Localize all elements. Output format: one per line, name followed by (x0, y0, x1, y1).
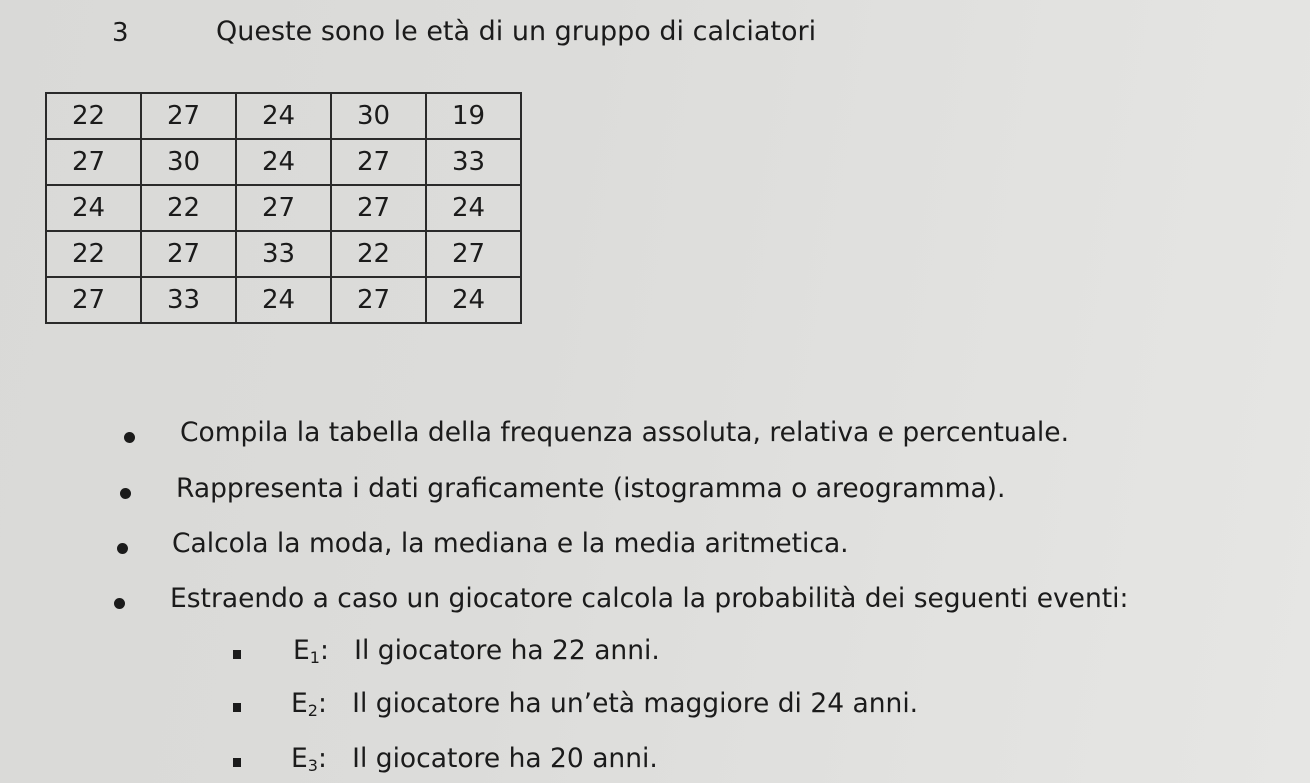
ages-table-cell: 24 (46, 185, 141, 231)
ages-table-row (46, 231, 521, 277)
ages-table-cell: 24 (236, 277, 331, 323)
bullet-dot (124, 432, 135, 443)
event-item-2: $E_2$: Il giocatore ha un’età maggiore di 24 anni. (291, 688, 919, 720)
ages-table-row (46, 139, 521, 185)
event-square (233, 758, 241, 767)
ages-table-cell: 27 (141, 231, 236, 277)
event-square (233, 703, 241, 712)
ages-table (45, 92, 522, 324)
ages-table-row (46, 93, 521, 139)
ages-table-cell: 33 (141, 277, 236, 323)
ages-table-row (46, 277, 521, 323)
ages-table-cell: 19 (426, 93, 521, 139)
bullet-dot (114, 598, 125, 609)
ages-table-cell: 24 (236, 93, 331, 139)
ages-table-cell: 33 (426, 139, 521, 185)
event-item-1: $E_1$: Il giocatore ha 22 anni. (293, 635, 660, 667)
ages-table-cell: 22 (141, 185, 236, 231)
ages-table-cell: 27 (46, 277, 141, 323)
task-item: Rappresenta i dati graficamente (istogramma o areogramma). (176, 473, 1006, 504)
ages-table-cell: 24 (426, 185, 521, 231)
ages-table-row (46, 185, 521, 231)
ages-table-cell: 27 (426, 231, 521, 277)
ages-table-cell: 27 (331, 139, 426, 185)
task-item: Calcola la moda, la mediana e la media aritmetica. (172, 528, 849, 559)
ages-table-cell: 22 (331, 231, 426, 277)
ages-table-cell: 22 (46, 93, 141, 139)
task-item: Estraendo a caso un giocatore calcola la probabilità dei seguenti eventi: (170, 583, 1129, 614)
bullet-dot (117, 543, 128, 554)
ages-table-cell: 27 (331, 185, 426, 231)
bullet-dot (120, 488, 131, 499)
ages-table-cell: 27 (236, 185, 331, 231)
ages-table-cell: 24 (426, 277, 521, 323)
exercise-title: Queste sono le età di un gruppo di calciatori (216, 16, 817, 47)
event-item-3: $E_3$: Il giocatore ha 20 anni. (291, 743, 658, 775)
ages-table-cell: 27 (46, 139, 141, 185)
ages-table-cell: 33 (236, 231, 331, 277)
task-item: Compila la tabella della frequenza assoluta, relativa e percentuale. (180, 417, 1070, 448)
exercise-number: 3 (112, 18, 129, 48)
ages-table-cell: 24 (236, 139, 331, 185)
ages-table-cell: 27 (141, 93, 236, 139)
event-square (233, 650, 241, 659)
ages-table-cell: 30 (331, 93, 426, 139)
ages-table-cell: 22 (46, 231, 141, 277)
ages-table-cell: 27 (331, 277, 426, 323)
ages-table-cell: 30 (141, 139, 236, 185)
